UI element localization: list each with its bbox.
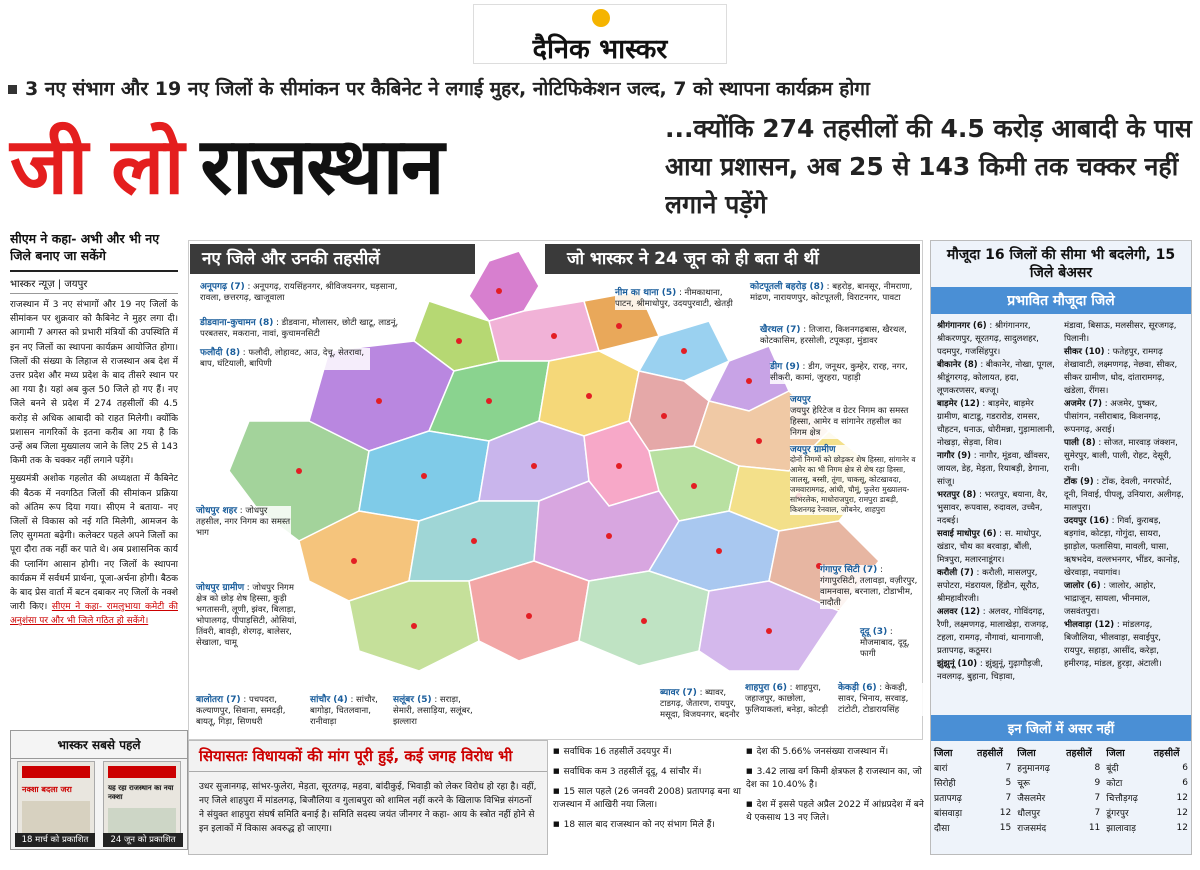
district-label: सलूंबर (5) : सराड़ा, सेमारी, लसाड़िया, सलूंबर, झल्लारा: [393, 695, 478, 728]
unaffected-header: इन जिलों में असर नहीं: [931, 715, 1191, 741]
district-entry: भरतपुर (8) : भरतपुर, बयाना, वैर, भुसावर, रूपवास, रुदावल, उच्चैन, नदबई।: [937, 490, 1048, 526]
district-entry: मंडावा, बिसाऊ, मलसीसर, सूरजगढ़, पिलानी।: [1064, 321, 1177, 344]
fact-item: ■ देश में इससे पहले अप्रैल 2022 में आंध्रप्रदेश में बने थे एकसाथ 13 नए जिले।: [746, 798, 926, 825]
table-row: प्रतापगढ़ 7 जैसलमेर 7 चित्तौड़गढ़ 12: [934, 792, 1188, 804]
story-subhead: सीएम ने कहा- अभी और भी नए जिले बनाए जा सकेंगे: [10, 230, 178, 272]
district-label: जोधपुर शहर : जोधपुर तहसील, नगर निगम का समस्त भाग: [196, 506, 291, 538]
district-label: जयपुर ग्रामीण दोनों निगमों को छोड़कर शेष हिस्सा, सांगानेर व आमेर का भी निगम क्षेत्र से शेष रहा हिस्सा, जालसू, बस्सी, तूंगा, चाकसू, कोटखावदा, जमवारामगढ़, आंधी, चौमूं, फुलेरा मुख्यालय-सांभरलेक, माधोराजपुरा, रामपुरा डाबड़ी, किशनगढ़ रेनवाल, जोबनेर, शाहपुरा: [790, 445, 920, 515]
district-entry: नागौर (9) : नागौर, मूंडवा, खींवसर, जायल, डेह, मेड़ता, रियाबड़ी, डेगाना, सांजू।: [937, 451, 1050, 487]
district-label: डीग (9) : डीग, जनूथर, कुम्हेर, रारह, नगर, सीकरी, कामां, जुरहरा, पहाड़ी: [770, 362, 920, 384]
newspaper-masthead: [473, 4, 727, 64]
map-title-right: जो भास्कर ने 24 जून को ही बता दी थीं: [545, 244, 920, 274]
affected-districts-col: [1064, 320, 1185, 709]
fact-item: ■ सर्वाधिक कम 3 तहसीलें दूदू, 4 सांचौर में।: [553, 765, 743, 779]
story-body: [10, 298, 178, 629]
district-label: कोटपूतली बहरोड़ (8) : बहरोड़, बानसूर, नीमराणा, मांढण, नारायणपुर, कोटपूतली, विराटनगर, पावटा: [750, 282, 920, 304]
district-entry: करौली (7) : करौली, मासलपुर, सपोटरा, मंडरायल, हिंडौन, सूरौठ, श्रीमहावीरजी।: [937, 568, 1040, 604]
box-title: भास्कर सबसे पहले: [11, 731, 187, 759]
clipping-thumbnail: यह रहा राजस्थान का नया नक्शा: [103, 761, 181, 839]
top-strap: [8, 70, 1192, 110]
fact-item: ■ देश की 5.66% जनसंख्या राजस्थान में।: [746, 745, 926, 759]
politics-text: उधर सुजानगढ़, सांभर-फुलेरा, मेड़ता, सूरतगढ़, महवा, बांदीकुई, भिवाड़ी को लेकर विरोध हो रहा है। वहीं, नए जिले शाहपुरा में मांडलगढ़, बिजौलिया व गुलाबपुरा को शामिल नहीं करने के खिलाफ विभिन्न संगठनों ने संयुक्त शाहपुरा संघर्ष समिति बनाई है। समिति सदस्य जयंत जीनगर ने कहा- आय के स्त्रोत नहीं होने से इन इलाकों में विकास अवरुद्ध हो जाएगा।: [199, 782, 537, 834]
district-label: शाहपुरा (6) : शाहपुरा, जहाजपुर, काछोला, फुलियाकलां, बनेड़ा, कोटड़ी: [745, 683, 829, 715]
headline-black: राजस्थान: [200, 122, 443, 212]
district-entry: सीकर (10) : फतेहपुर, रामगढ़ शेखावाटी, लक्ष्मणगढ़, नेछवा, सीकर, सीकर ग्रामीण, धोद, दांतारामगढ़, खंडेला, रींगस।: [1064, 347, 1178, 396]
unaffected-table: [931, 745, 1191, 835]
district-entry: अलवर (12) : अलवर, गोविंदगढ़, रैणी, लक्ष्मणगढ़, मालाखेड़ा, राजगढ़, टहला, रामगढ़, नौगावां, थानागाजी, प्रतापगढ़, कठूमर।: [937, 607, 1049, 656]
district-entry: बीकानेर (8) : बीकानेर, नोखा, पूगल, श्रीडूंगरगढ़, कोलायत, हदा, लूणकरणसर, बज्जू।: [937, 360, 1055, 396]
fact-item: ■ सर्वाधिक 16 तहसीलें उदयपुर में।: [553, 745, 743, 759]
affected-districts-col: [937, 320, 1058, 709]
district-shape: [469, 561, 589, 661]
table-row: बारां 7 हनुमानगढ़ 8 बूंदी 6: [934, 762, 1188, 774]
table-row: दौसा 15 राजसमंद 11 झालावाड़ 12: [934, 822, 1188, 834]
district-label: फलौदी (8) : फलौदी, लोहावट, आउ, देचू, सेतरावा, बाप, घंटियाली, बापिणी: [200, 348, 370, 370]
table-row: सिरोही 5 चूरू 9 कोटा 6: [934, 777, 1188, 789]
district-label: ब्यावर (7) : ब्यावर, टाडगढ़, जैतारण, रायपुर, मसूदा, विजयनगर, बदनौर: [660, 688, 740, 720]
top-strap-text: 3 नए संभाग और 19 नए जिलों के सीमांकन पर कैबिनेट ने लगाई मुहर, नोटिफिकेशन जल्द, 7 को स्थापना कार्यक्रम होगा: [25, 78, 870, 100]
facts-list: [746, 745, 926, 855]
politics-box: [188, 740, 548, 855]
district-entry: पाली (8) : सोजत, मारवाड़ जंक्शन, सुमेरपुर, बाली, पाली, रोहट, देसूरी, रानी।: [1064, 438, 1178, 474]
bhaskar-first-box: [10, 730, 188, 850]
right-sidebar: [930, 240, 1192, 855]
clipping-caption: 24 जून को प्रकाशित: [103, 833, 183, 847]
headline: [10, 110, 442, 228]
story-paragraph: राजस्थान में 3 नए संभागों और 19 नए जिलों के सीमांकन पर शुक्रवार को कैबिनेट ने मुहर लगा दी। आगामी 7 अगस्त को प्रभारी मंत्रियों की उपस्थिति में इन नए जिलों का स्थापना कार्यक्रम आयोजित होगा। जिलों की संख्या के लिहाज से राजस्थान अब देश में उत्तर प्रदेश और मध्य प्रदेश के बाद तीसरे स्थान पर आ गया है। यहां अब कुल 50 जिले हो गए हैं। नए जिले बनने से प्रदेश में 274 तहसीलों की 4.5 करोड़ से अधिक आबादी को राहत मिलेगी। क्योंकि प्रशासन नागरिकों के इतना करीब आ गया है कि उन्हें अब जिला मुख्यालय जाने के लिए 25 से 143 किमी तक के चक्कर नहीं लगाने पड़ेंगे।: [10, 300, 178, 467]
map-title-left: नए जिले और उनकी तहसीलें: [190, 244, 475, 274]
district-entry: जालोर (6) : जालोर, आहोर, भाद्राजून, सायला, भीनमाल, जसवंतपुरा।: [1064, 581, 1156, 617]
sun-logo-icon: [592, 9, 610, 27]
district-entry: बाड़मेर (12) : बाड़मेर, बाड़मेर ग्रामीण, बाटाडू, गडरारोड, रामसर, चौहटन, धनाऊ, धोरीमन्ना, गुड़ामालानी, नोखड़ा, सेड़वा, शिव।: [937, 399, 1055, 448]
district-label: बालोतरा (7) : पचपदरा, कल्याणपुर, सिवाना, समदड़ी, बायतू, गिड़ा, सिणधरी: [196, 695, 306, 728]
table-header-row: जिला तहसीलें जिला तहसीलें जिला तहसीलें: [934, 748, 1180, 759]
facts-list: [553, 745, 743, 855]
district-label: गंगापुर सिटी (7) : गंगापुरसिटी, तलावड़ा, वज़ीरपुर, वामनवास, बरनाला, टोडाभीम, नादौती: [820, 565, 920, 609]
district-label: खैरथल (7) : तिजारा, किशनगढ़बास, खैरथल, कोटकासिम, हरसोली, टपूकड़ा, मुंडावर: [760, 325, 920, 347]
fact-item: ■ 15 साल पहले (26 जनवरी 2008) प्रतापगढ़ बना था राजस्थान में आखिरी नया जिला।: [553, 785, 743, 812]
district-entry: उदयपुर (16) : गिर्वा, कुराबड़, बड़गांव, कोटड़ा, गोगुंदा, सायरा, झाड़ोल, फलासिया, मावली, घासा, ऋषभदेव, वल्लभनगर, भींडर, कानोड़, खेरवाड़ा, नयागांव।: [1064, 516, 1180, 578]
district-label: केकड़ी (6) : केकड़ी, सावर, भिनाय, सरवाड़, टांटोटी, टोडारायसिंह: [838, 683, 923, 716]
newspaper-logo: दैनिक भास्कर: [532, 34, 668, 65]
table-row: बांसवाड़ा 12 धौलपुर 7 डूंगरपुर 12: [934, 807, 1188, 819]
district-label: जोधपुर ग्रामीण : जोधपुर निगम क्षेत्र को छोड़ शेष हिस्सा, कुड़ी भगतासनी, लूणी, झंवर, बिलाड़ा, भोपालगढ़, पीपाड़सिटी, ओसियां, तिंवरी, बावड़ी, शेरगढ़, बालेसर, सेखाला, चामू: [196, 583, 301, 649]
district-label: सांचौर (4) : सांचौर, बागोड़ा, चितलवाना, रानीवाड़ा: [310, 695, 390, 728]
district-label: अनूपगढ़ (7) : अनूपगढ़, रायसिंहनगर, श्रीविजयनगर, घड़साना, रावला, छत्तरगढ़, खाजूवाला: [200, 282, 400, 304]
district-label: डीडवाना-कुचामन (8) : डीडवाना, मौलासर, छोटी खाटू, लाडनूं, परबतसर, मकराना, नावां, कुचामनसिटी: [200, 318, 399, 339]
clipping-caption: 18 मार्च को प्रकाशित: [15, 833, 95, 847]
district-label: दूदू (3) : मौजमाबाद, दूदू, फागी: [860, 627, 920, 660]
district-entry: टोंक (9) : टोंक, देवली, नगरफोर्ट, दूनी, निवाई, पीपलू, उनियारा, अलीगढ़, मालपुरा।: [1064, 477, 1184, 513]
district-entry: भीलवाड़ा (12) : मांडलगढ़, बिजौलिया, भीलवाड़ा, सवाईपुर, रायपुर, सहाड़ा, आसींद, करेड़ा, हमीरगढ़, मांडल, हुरड़ा, अंटाली।: [1064, 620, 1162, 669]
district-label: नीम का थाना (5) : नीमकाथाना, पाटन, श्रीमाधोपुर, उदयपुरवाटी, खेतड़ी: [615, 288, 735, 310]
cm-quote-highlight: सीएम ने कहा- रामलुभाया कमेटी की अनुशंसा पर और भी जिले गठित हो सकेंगे।: [10, 602, 178, 627]
sidebar-header: मौजूदा 16 जिलों की सीमा भी बदलेगी, 15 जिले बेअसर: [946, 247, 1176, 281]
story-paragraph: मुख्यमंत्री अशोक गहलोत की अध्यक्षता में कैबिनेट की बैठक में नवगठित जिलों की सीमांकन प्रक्रिया को अंतिम रूप दिया गया। सीएम ने बताया- नए जिलों से विकास को नई गति मिलेगी, आमजन के लिए सुगमता बढ़ेगी। कलेक्टर पहले अपने जिलों का पूरा दौरा तक नहीं कर पाते थे। अब प्रशासनिक कार्य की प्लानिंग आसान होगी। नए जिलों के स्थापना कार्यक्रम में सर्वधर्म प्रार्थना, पूजा-अर्चना होगी। बैठक के बाद प्रेस वार्ता में बटन दबाकर नए जिलों के नक्शे जारी किए। सीएम ने कहा- रामलुभाया कमेटी की अनुशंसा पर और भी जिले गठित हो सकेंगे।: [10, 474, 178, 627]
fact-item: ■ 3.42 लाख वर्ग किमी क्षेत्रफल है राजस्थान का, जो देश का 10.40% है।: [746, 765, 926, 792]
district-entry: झुंझुनूं (10) : झुंझुनूं, गुढ़ागौड़जी, नवलगढ़, बुहाना, चिड़ावा,: [937, 659, 1043, 682]
byline: भास्कर न्यूज़ | जयपुर: [10, 276, 178, 294]
politics-title: सियासतः विधायकों की मांग पूरी हुई, कई जगह विरोध भी: [189, 741, 547, 772]
sidebar-subheader: प्रभावित मौजूदा जिले: [931, 287, 1191, 314]
district-entry: श्रीगंगानगर (6) : श्रीगंगानगर, श्रीकरणपुर, सूरतगढ़, सादुलशहर, पदमपुर, गजसिंहपुर।: [937, 321, 1039, 357]
deck-text: ...क्योंकि 274 तहसीलों की 4.5 करोड़ आबादी के पास आया प्रशासन, अब 25 से 143 किमी तक चक्कर नहीं लगाने पड़ेंगे: [665, 114, 1192, 219]
bullet-square-icon: [8, 85, 17, 94]
district-label: जयपुर जयपुर हेरिटेज व ग्रेटर निगम का समस्त हिस्सा, आमेर व सांगानेर तहसील का निगम क्षेत्र: [790, 395, 920, 439]
headline-red: जी लो: [10, 122, 183, 212]
clipping-thumbnail: नक्शा बदला जरा: [17, 761, 95, 839]
district-entry: अजमेर (7) : अजमेर, पुष्कर, पीसांगन, नसीराबाद, किशनगढ़, रूपनगढ़, अराई।: [1064, 399, 1161, 435]
district-entry: सवाई माधोपुर (6) : स. माधोपुर, खंडार, चौथ का बरवाड़ा, बौंली, मित्रपुरा, मलारनाडूंगर।: [937, 529, 1042, 565]
fact-item: ■ 18 साल बाद राजस्थान को नए संभाग मिले हैं।: [553, 818, 743, 832]
